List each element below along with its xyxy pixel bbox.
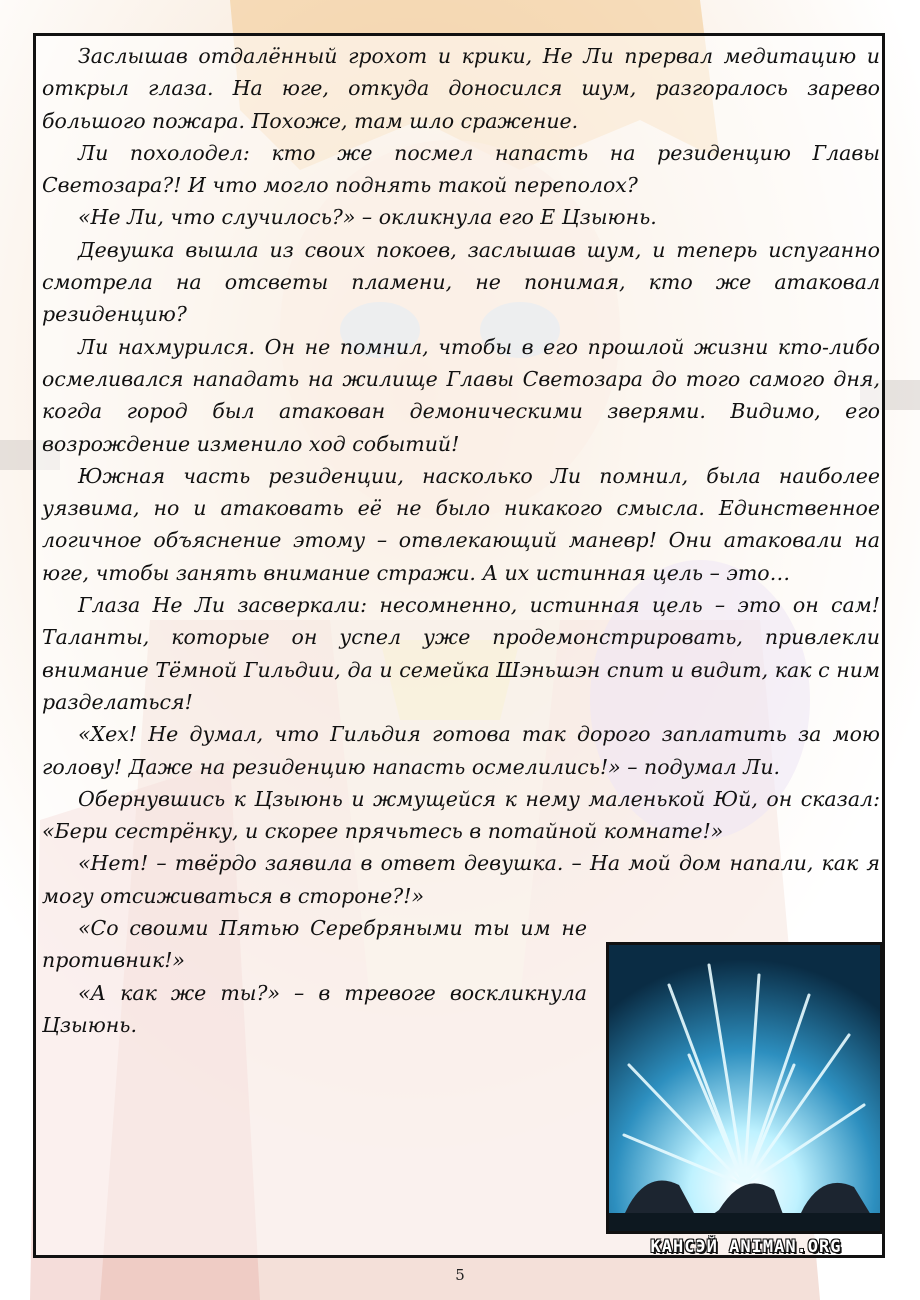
story-text [42, 40, 880, 1041]
paragraph: «Не Ли, что случилось?» – окликнула его Е Цзыюнь. [78, 205, 657, 230]
paragraph: «А как же ты?» – в тревоге воскликнула Цзыюнь. [42, 980, 587, 1037]
paragraph: Обернувшись к Цзыюнь и жмущейся к нему маленькой Юй, он сказал: «Бери сестрёнку, и скорее прячьтесь в потайной комнате!» [42, 786, 880, 844]
paragraph: Ли похолодел: кто же посмел напасть на резиденцию Главы Светозара?! И что могло поднять такой переполох? [42, 140, 880, 198]
paragraph: «Нет! – твёрдо заявила в ответ девушка. – На мой дом напали, как я могу отсиживаться в стороне?!» [42, 851, 880, 908]
paragraph: Заслышав отдалённый грохот и крики, Не Ли прервал медитацию и открыл глаза. На юге, откуда доносился шум, разгоралось зарево большого пожара. Похоже, там шло сражение. [42, 44, 880, 133]
paragraph: Глаза Не Ли засверкали: несомненно, истинная цель – это он сам! Таланты, которые он успел уже продемонстрировать, привлекли внимание Тёмной Гильдии, да и семейка Шэньшэн спит и видит, как с ним разделаться! [42, 593, 880, 714]
paragraph: Девушка вышла из своих покоев, заслышав шум, и теперь испуганно смотрела на отсветы пламени, не понимая, кто же атаковал резиденцию? [42, 237, 880, 327]
watermark-logo: КАНСЭЙ ANIMAN.ORG [650, 1237, 842, 1257]
energy-burst-illustration [606, 942, 883, 1234]
paragraph: Южная часть резиденции, насколько Ли помнил, была наиболее уязвима, но и атаковать её не было никакого смысла. Единственное логичное объяснение этому – отвлекающий маневр! Они атаковали на юге, чтобы занять внимание стражи. А их истинная цель – это… [42, 463, 880, 585]
paragraph: «Хех! Не думал, что Гильдия готова так дорого заплатить за мою голову! Даже на резиденцию напасть осмелились!» – подумал Ли. [42, 722, 880, 779]
paragraph: Ли нахмурился. Он не помнил, чтобы в его прошлой жизни кто-либо осмеливался нападать на жилище Главы Светозара до того самого дня, когда город был атакован демоническими зверями. Видимо, его возрождение изменило ход событий! [42, 334, 880, 456]
paragraph: «Со своими Пятью Серебряными ты им не противник!» [42, 916, 587, 973]
page-number: 5 [455, 1266, 465, 1284]
